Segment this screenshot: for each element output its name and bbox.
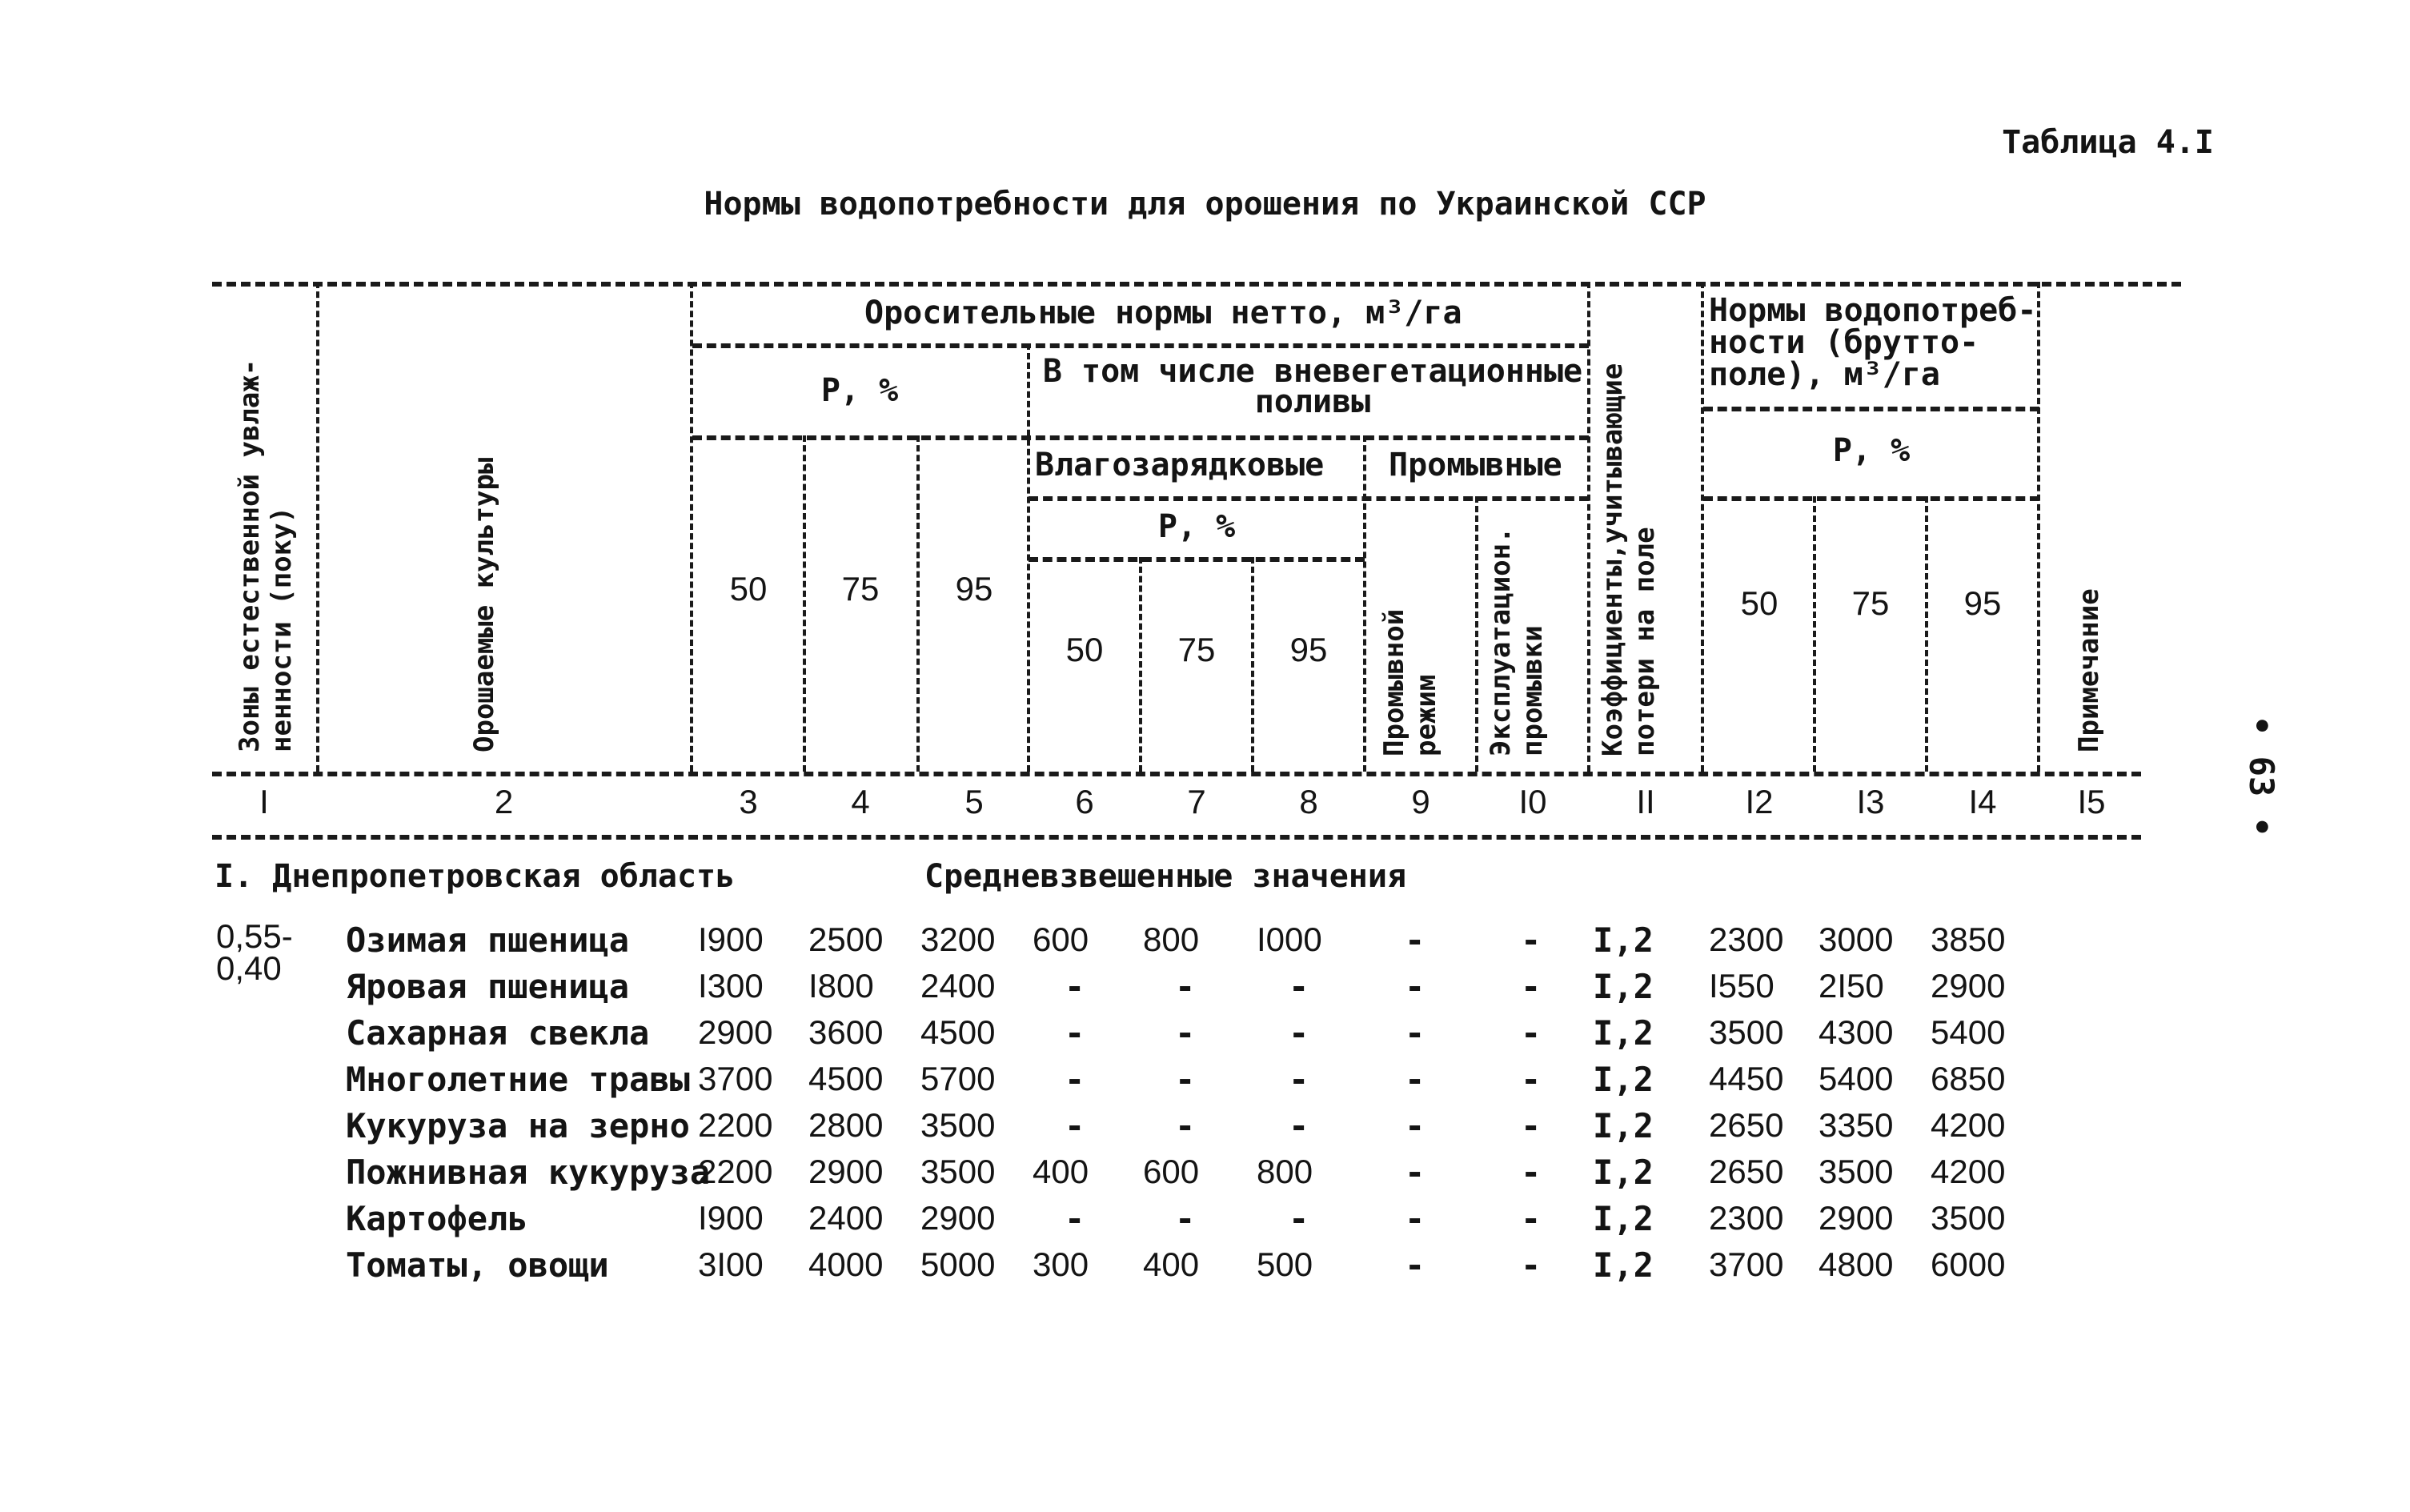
cell-col-11: I,2 [1593, 1153, 1654, 1192]
cell-col-6: - [1065, 1013, 1085, 1053]
col-number-2: 2 [494, 783, 514, 820]
cell-col-7: 400 [1143, 1245, 1200, 1283]
cell-col-5: 4500 [920, 1013, 996, 1051]
cell-col-13: 5400 [1819, 1060, 1894, 1097]
col-number-8: 8 [1299, 783, 1318, 820]
cell-col-13: 2I50 [1819, 967, 1884, 1005]
col-number-11: II [1636, 783, 1655, 820]
cell-col-7: - [1175, 1060, 1196, 1099]
cell-col-10: - [1521, 1199, 1542, 1238]
header-gross: Нормы водопотреб- ности (брутто- поле), м³/га [1709, 292, 2037, 393]
col-number-15: I5 [2077, 783, 2106, 820]
header-gross-75: 75 [1851, 584, 1890, 622]
cell-col-14: 6850 [1931, 1060, 2006, 1097]
crop-name: Озимая пшеница [346, 920, 630, 960]
col-number-1: I [259, 783, 269, 820]
header-net-75: 75 [841, 570, 880, 608]
crop-name: Многолетние травы [346, 1060, 690, 1099]
table-row [0, 1106, 2410, 1153]
cell-col-12: 3700 [1709, 1245, 1784, 1283]
cell-col-8: - [1289, 1013, 1309, 1053]
cell-col-9: - [1405, 1199, 1426, 1238]
cell-col-8: 500 [1257, 1245, 1313, 1283]
header-moist-50: 50 [1065, 631, 1104, 668]
cell-col-11: I,2 [1593, 1060, 1654, 1099]
header-net-norms: Оросительные нормы нетто, м³/га [864, 295, 1462, 331]
header-p-percent-2: Р, % [1157, 508, 1236, 545]
header-coef: Коэффициенты,учитывающие потери на поле [1597, 363, 1661, 756]
page-number: • 63 • [2242, 716, 2281, 837]
header-rule-1 [692, 343, 1589, 348]
cell-col-4: I800 [808, 967, 874, 1005]
cell-col-8: I000 [1257, 920, 1322, 958]
crop-name: Картофель [346, 1199, 528, 1238]
crop-name: Томаты, овощи [346, 1245, 609, 1285]
cell-col-6: - [1065, 967, 1085, 1006]
header-rule-gross [1703, 407, 2039, 411]
cell-col-12: 2650 [1709, 1106, 1784, 1144]
cell-col-10: - [1521, 1013, 1542, 1053]
cell-col-3: 2200 [698, 1153, 773, 1190]
col-number-10: I0 [1518, 783, 1547, 820]
cell-col-10: - [1521, 920, 1542, 960]
cell-col-12: 3500 [1709, 1013, 1784, 1051]
col-divider-12 [1813, 496, 1816, 772]
cell-col-10: - [1521, 1245, 1542, 1285]
cell-col-7: 600 [1143, 1153, 1200, 1190]
cell-col-11: I,2 [1593, 1245, 1654, 1285]
cell-col-13: 3500 [1819, 1153, 1894, 1190]
cell-col-11: I,2 [1593, 1199, 1654, 1238]
cell-col-12: I550 [1709, 967, 1774, 1005]
cell-col-4: 4000 [808, 1245, 884, 1283]
cell-col-6: - [1065, 1060, 1085, 1099]
cell-col-10: - [1521, 1106, 1542, 1145]
cell-col-5: 3200 [920, 920, 996, 958]
cell-col-14: 6000 [1931, 1245, 2006, 1283]
cell-col-9: - [1405, 1013, 1426, 1053]
cell-col-12: 2300 [1709, 1199, 1784, 1237]
cell-col-14: 3850 [1931, 920, 2006, 958]
cell-col-11: I,2 [1593, 920, 1654, 960]
colnum-bottom-rule [212, 835, 2141, 840]
cell-col-7: 800 [1143, 920, 1200, 958]
table-row [0, 1013, 2410, 1060]
col-number-13: I3 [1856, 783, 1885, 820]
cell-col-14: 3500 [1931, 1199, 2006, 1237]
cell-col-9: - [1405, 1060, 1426, 1099]
header-zones: Зоны естественной увлаж- ненности (покy) [234, 359, 298, 752]
cell-col-6: 600 [1033, 920, 1089, 958]
cell-col-4: 2800 [808, 1106, 884, 1144]
cell-col-8: - [1289, 1106, 1309, 1145]
col-number-5: 5 [964, 783, 984, 820]
cell-col-7: - [1175, 1013, 1196, 1053]
cell-col-9: - [1405, 1153, 1426, 1192]
cell-col-14: 2900 [1931, 967, 2006, 1005]
table-row [0, 1060, 2410, 1106]
header-rule-gross-2 [1703, 496, 2039, 501]
cell-col-14: 4200 [1931, 1153, 2006, 1190]
cell-col-11: I,2 [1593, 1106, 1654, 1145]
cell-col-3: I900 [698, 1199, 764, 1237]
cell-col-4: 4500 [808, 1060, 884, 1097]
col-number-12: I2 [1745, 783, 1774, 820]
cell-col-5: 2900 [920, 1199, 996, 1237]
crop-name: Кукуруза на зерно [346, 1106, 690, 1145]
crop-name: Пожнивная кукуруза [346, 1153, 711, 1192]
col-number-3: 3 [739, 783, 758, 820]
cell-col-12: 2300 [1709, 920, 1784, 958]
cell-col-3: 3700 [698, 1060, 773, 1097]
cell-col-13: 2900 [1819, 1199, 1894, 1237]
cell-col-8: - [1289, 967, 1309, 1006]
cell-col-5: 2400 [920, 967, 996, 1005]
header-crops: Орошаемые культуры [468, 457, 500, 752]
cell-col-10: - [1521, 967, 1542, 1006]
zone-value: 0,55- 0,40 [216, 917, 293, 987]
col-divider-10 [1587, 282, 1590, 772]
col-number-14: I4 [1968, 783, 1997, 820]
cell-col-3: 3I00 [698, 1245, 764, 1283]
cell-col-4: 2500 [808, 920, 884, 958]
cell-col-10: - [1521, 1153, 1542, 1192]
header-rule-4 [1029, 557, 1365, 562]
cell-col-9: - [1405, 920, 1426, 960]
col-divider-1 [316, 282, 319, 772]
header-note: Примечание [2073, 588, 2105, 752]
cell-col-11: I,2 [1593, 967, 1654, 1006]
cell-col-3: I300 [698, 967, 764, 1005]
cell-col-8: 800 [1257, 1153, 1313, 1190]
table-top-rule [212, 282, 2181, 287]
cell-col-5: 5000 [920, 1245, 996, 1283]
table-row [0, 1199, 2410, 1245]
cell-col-13: 4800 [1819, 1245, 1894, 1283]
cell-col-3: 2900 [698, 1013, 773, 1051]
cell-col-4: 3600 [808, 1013, 884, 1051]
cell-col-8: - [1289, 1060, 1309, 1099]
region-subtitle: Средневзвешенные значения [924, 858, 1407, 895]
crop-name: Яровая пшеница [346, 967, 630, 1006]
cell-col-13: 3000 [1819, 920, 1894, 958]
cell-col-7: - [1175, 1199, 1196, 1238]
cell-col-6: 400 [1033, 1153, 1089, 1190]
table-heading: Нормы водопотребности для орошения по Украинской ССР [704, 186, 1706, 223]
header-gross-95: 95 [1963, 584, 2002, 622]
cell-col-11: I,2 [1593, 1013, 1654, 1053]
header-moist-75: 75 [1177, 631, 1216, 668]
cell-col-14: 5400 [1931, 1013, 2006, 1051]
header-exploit: Эксплуатацион. промывки [1485, 527, 1549, 756]
header-moist-95: 95 [1289, 631, 1328, 668]
header-gross-50: 50 [1740, 584, 1778, 622]
header-moisture: Влагозарядковые [1035, 447, 1325, 483]
col-number-4: 4 [851, 783, 870, 820]
cell-col-7: - [1175, 1106, 1196, 1145]
region-title: I. Днепропетровская область [215, 858, 736, 895]
col-divider-13 [1925, 496, 1928, 772]
table-row [0, 920, 2410, 967]
col-divider-2 [690, 282, 693, 772]
cell-col-14: 4200 [1931, 1106, 2006, 1144]
col-divider-5 [1027, 343, 1030, 772]
cell-col-7: - [1175, 967, 1196, 1006]
header-net-95: 95 [955, 570, 993, 608]
col-divider-11 [1701, 282, 1704, 772]
cell-col-6: 300 [1033, 1245, 1089, 1283]
cell-col-13: 4300 [1819, 1013, 1894, 1051]
col-number-6: 6 [1075, 783, 1094, 820]
header-rule-2 [692, 435, 1589, 440]
cell-col-10: - [1521, 1060, 1542, 1099]
cell-col-9: - [1405, 1106, 1426, 1145]
cell-col-12: 4450 [1709, 1060, 1784, 1097]
cell-col-5: 3500 [920, 1153, 996, 1190]
header-p-percent-3: Р, % [1832, 432, 1911, 469]
cell-col-8: - [1289, 1199, 1309, 1238]
col-divider-8 [1363, 435, 1366, 772]
table-row [0, 1153, 2410, 1199]
cell-col-12: 2650 [1709, 1153, 1784, 1190]
col-divider-9 [1475, 496, 1478, 772]
cell-col-6: - [1065, 1199, 1085, 1238]
cell-col-9: - [1405, 1245, 1426, 1285]
col-number-9: 9 [1411, 783, 1430, 820]
cell-col-13: 3350 [1819, 1106, 1894, 1144]
cell-col-4: 2900 [808, 1153, 884, 1190]
header-flush-mode: Промывной режим [1378, 608, 1442, 756]
cell-col-6: - [1065, 1106, 1085, 1145]
header-incl-nonveg: В том числе вневегетационные поливы [1042, 353, 1583, 420]
header-bottom-rule [212, 772, 2141, 776]
header-flushing: Промывные [1389, 447, 1562, 483]
cell-col-4: 2400 [808, 1199, 884, 1237]
col-divider-14 [2037, 282, 2040, 772]
cell-col-3: 2200 [698, 1106, 773, 1144]
header-p-percent: Р, % [820, 372, 899, 409]
table-row [0, 1245, 2410, 1292]
cell-col-5: 3500 [920, 1106, 996, 1144]
col-number-7: 7 [1187, 783, 1206, 820]
table-row [0, 967, 2410, 1013]
crop-name: Сахарная свекла [346, 1013, 650, 1053]
cell-col-3: I900 [698, 920, 764, 958]
cell-col-9: - [1405, 967, 1426, 1006]
cell-col-5: 5700 [920, 1060, 996, 1097]
header-net-50: 50 [729, 570, 768, 608]
table-label: Таблица 4.I [2002, 124, 2214, 161]
